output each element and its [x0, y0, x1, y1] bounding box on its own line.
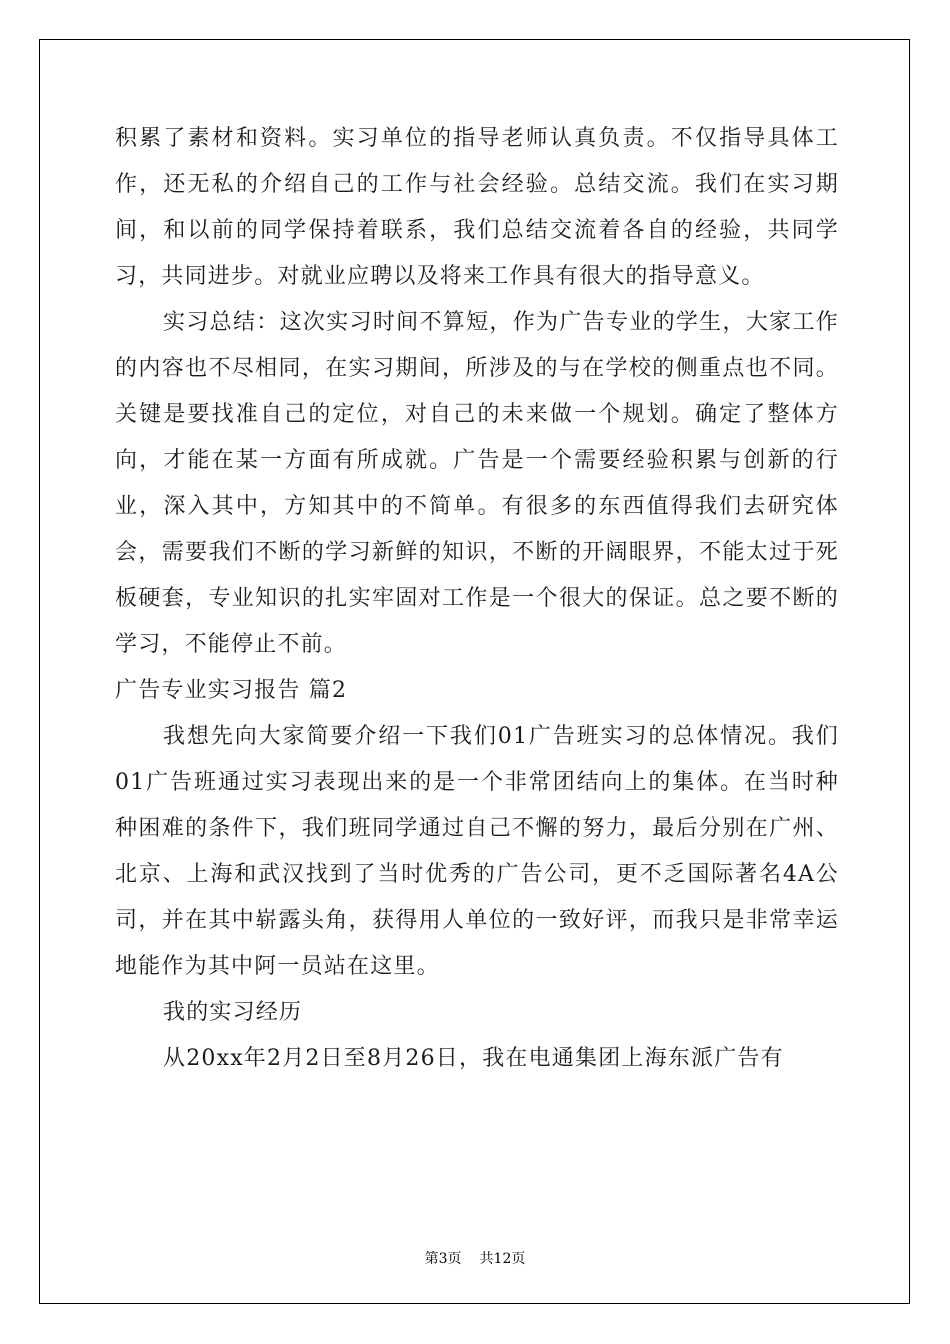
paragraph-internship-summary: 实习总结：这次实习时间不算短，作为广告专业的学生，大家工作的内容也不尽相同，在实习期间，所涉及的与在学校的侧重点也不同。关键是要找准自己的定位，对自己的未来做一个规划。确定了整体方向，才能在某一方面有所成就。广告是一个需要经验积累与创新的行业，深入其中，方知其中的不简单。有很多的东西值得我们去研究体会，需要我们不断的学习新鲜的知识，不断的开阔眼界，不能太过于死板硬套，专业知识的扎实牢固对工作是一个很大的保证。总之要不断的学习，不能停止不前。 — [115, 310, 839, 657]
page-total: 共12页 — [479, 1251, 526, 1267]
subheading-my-experience: 我的实习经历 — [163, 1000, 303, 1025]
page-number: 第3页 — [424, 1251, 462, 1267]
section-heading: 广告专业实习报告 篇2 — [115, 678, 348, 703]
paragraph-class-overview: 我想先向大家简要介绍一下我们01广告班实习的总体情况。我们01广告班通过实习表现出来的是一个非常团结向上的集体。在当时种种困难的条件下，我们班同学通过自己不懈的努力，最后分别在广州、北京、上海和武汉找到了当时优秀的广告公司，更不乏国际著名4A公司，并在其中崭露头角，获得用人单位的一致好评，而我只是非常幸运地能作为其中阿一员站在这里。 — [115, 724, 839, 979]
document-body — [115, 116, 839, 1082]
paragraph-experience-start: 从20xx年2月2日至8月26日，我在电通集团上海东派广告有 — [163, 1046, 784, 1071]
page-footer — [0, 1248, 950, 1268]
paragraph-continuation: 积累了素材和资料。实习单位的指导老师认真负责。不仅指导具体工作，还无私的介绍自己的工作与社会经验。总结交流。我们在实习期间，和以前的同学保持着联系，我们总结交流着各自的经验，共同学习，共同进步。对就业应聘以及将来工作具有很大的指导意义。 — [115, 126, 839, 289]
